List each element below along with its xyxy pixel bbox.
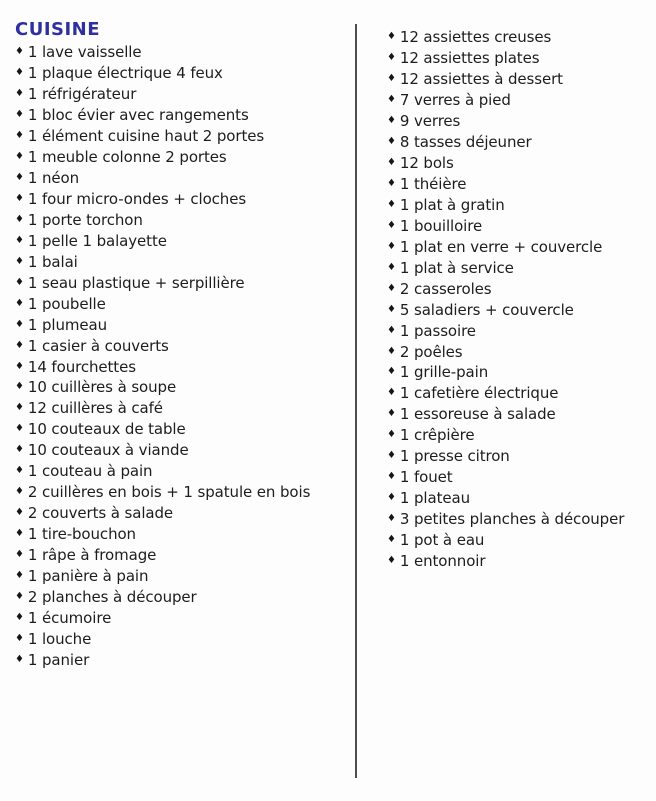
bullet-diamond-icon: ♦ xyxy=(15,255,24,267)
list-item xyxy=(15,105,350,126)
bullet-diamond-icon: ♦ xyxy=(387,366,396,378)
left-item-list xyxy=(15,42,350,670)
bullet-diamond-icon: ♦ xyxy=(387,282,396,294)
bullet-diamond-icon: ♦ xyxy=(15,548,24,560)
item-label: 1 balai xyxy=(27,252,78,271)
item-label: 1 presse citron xyxy=(399,447,510,466)
item-label: 1 louche xyxy=(27,629,92,648)
list-item xyxy=(387,257,653,278)
list-item xyxy=(15,356,350,377)
bullet-diamond-icon: ♦ xyxy=(15,151,24,163)
item-label: 1 plat en verre + couvercle xyxy=(399,237,603,256)
list-item xyxy=(15,649,350,670)
item-label: 1 théière xyxy=(399,175,467,194)
bullet-diamond-icon: ♦ xyxy=(387,324,396,336)
bullet-diamond-icon: ♦ xyxy=(15,632,24,644)
list-item xyxy=(387,550,653,571)
bullet-diamond-icon: ♦ xyxy=(15,507,24,519)
list-item xyxy=(15,230,350,251)
item-label: 2 couverts à salade xyxy=(27,504,174,523)
item-label: 1 râpe à fromage xyxy=(27,545,157,564)
bullet-diamond-icon: ♦ xyxy=(387,387,396,399)
list-item xyxy=(15,482,350,503)
bullet-diamond-icon: ♦ xyxy=(387,73,396,85)
bullet-diamond-icon: ♦ xyxy=(15,193,24,205)
list-item xyxy=(387,467,653,488)
list-item xyxy=(387,215,653,236)
column-divider xyxy=(355,24,357,778)
item-label: 2 casseroles xyxy=(399,279,492,298)
list-item xyxy=(387,111,653,132)
bullet-diamond-icon: ♦ xyxy=(15,46,24,58)
bullet-diamond-icon: ♦ xyxy=(387,303,396,315)
bullet-diamond-icon: ♦ xyxy=(15,423,24,435)
list-item xyxy=(15,586,350,607)
bullet-diamond-icon: ♦ xyxy=(15,276,24,288)
bullet-diamond-icon: ♦ xyxy=(15,590,24,602)
bullet-diamond-icon: ♦ xyxy=(15,213,24,225)
list-item xyxy=(387,362,653,383)
list-item xyxy=(387,278,653,299)
item-label: 1 panier xyxy=(27,650,90,669)
item-label: 3 petites planches à découper xyxy=(399,510,625,529)
item-label: 1 seau plastique + serpillière xyxy=(27,273,245,292)
bullet-diamond-icon: ♦ xyxy=(387,219,396,231)
item-label: 1 porte torchon xyxy=(27,210,143,229)
list-item xyxy=(387,132,653,153)
bullet-diamond-icon: ♦ xyxy=(387,429,396,441)
list-item xyxy=(15,565,350,586)
item-label: 12 cuillères à café xyxy=(27,399,163,418)
bullet-diamond-icon: ♦ xyxy=(15,130,24,142)
bullet-diamond-icon: ♦ xyxy=(15,402,24,414)
item-label: 1 pelle 1 balayette xyxy=(27,231,167,250)
bullet-diamond-icon: ♦ xyxy=(15,569,24,581)
list-item xyxy=(387,530,653,551)
item-label: 1 grille-pain xyxy=(399,363,489,382)
bullet-diamond-icon: ♦ xyxy=(15,318,24,330)
bullet-diamond-icon: ♦ xyxy=(15,297,24,309)
list-item xyxy=(15,398,350,419)
item-label: 10 couteaux de table xyxy=(27,420,186,439)
list-item xyxy=(387,153,653,174)
bullet-diamond-icon: ♦ xyxy=(387,240,396,252)
list-item xyxy=(15,503,350,524)
bullet-diamond-icon: ♦ xyxy=(387,198,396,210)
item-label: 1 entonnoir xyxy=(399,551,486,570)
list-item xyxy=(15,628,350,649)
item-label: 1 poubelle xyxy=(27,294,106,313)
list-item xyxy=(15,335,350,356)
item-label: 9 verres xyxy=(399,112,461,131)
item-label: 14 fourchettes xyxy=(27,357,136,376)
bullet-diamond-icon: ♦ xyxy=(15,109,24,121)
bullet-diamond-icon: ♦ xyxy=(15,444,24,456)
bullet-diamond-icon: ♦ xyxy=(387,450,396,462)
list-item xyxy=(15,42,350,63)
item-label: 10 couteaux à viande xyxy=(27,441,189,460)
list-item xyxy=(15,251,350,272)
bullet-diamond-icon: ♦ xyxy=(387,513,396,525)
item-label: 8 tasses déjeuner xyxy=(399,133,532,152)
list-item xyxy=(387,48,653,69)
item-label: 1 cafetière électrique xyxy=(399,384,559,403)
list-item xyxy=(387,320,653,341)
item-label: 1 bouilloire xyxy=(399,216,483,235)
item-label: 1 panière à pain xyxy=(27,566,149,585)
item-label: 2 cuillères en bois + 1 spatule en bois xyxy=(27,483,311,502)
bullet-diamond-icon: ♦ xyxy=(387,115,396,127)
list-item xyxy=(15,147,350,168)
item-label: 1 passoire xyxy=(399,321,476,340)
bullet-diamond-icon: ♦ xyxy=(387,533,396,545)
bullet-diamond-icon: ♦ xyxy=(15,67,24,79)
item-label: 1 écumoire xyxy=(27,608,112,627)
list-item xyxy=(387,299,653,320)
item-label: 12 assiettes creuses xyxy=(399,28,552,47)
list-item xyxy=(387,195,653,216)
item-label: 12 assiettes plates xyxy=(399,49,540,68)
list-item xyxy=(15,461,350,482)
bullet-diamond-icon: ♦ xyxy=(387,157,396,169)
list-item xyxy=(15,607,350,628)
list-item xyxy=(387,383,653,404)
item-label: 2 poêles xyxy=(399,342,463,361)
list-item xyxy=(15,168,350,189)
item-label: 1 fouet xyxy=(399,468,453,487)
item-label: 1 tire-bouchon xyxy=(27,525,136,544)
bullet-diamond-icon: ♦ xyxy=(387,31,396,43)
item-label: 5 saladiers + couvercle xyxy=(399,300,574,319)
list-item xyxy=(387,341,653,362)
item-label: 1 meuble colonne 2 portes xyxy=(27,148,227,167)
list-item xyxy=(387,69,653,90)
item-label: 1 plateau xyxy=(399,489,470,508)
bullet-diamond-icon: ♦ xyxy=(387,136,396,148)
bullet-diamond-icon: ♦ xyxy=(15,486,24,498)
list-item xyxy=(387,90,653,111)
list-item xyxy=(15,524,350,545)
left-column xyxy=(15,19,350,670)
list-item xyxy=(15,84,350,105)
item-label: 1 plat à gratin xyxy=(399,195,505,214)
bullet-diamond-icon: ♦ xyxy=(15,528,24,540)
item-label: 1 plumeau xyxy=(27,315,108,334)
list-item xyxy=(387,174,653,195)
item-label: 1 essoreuse à salade xyxy=(399,405,556,424)
list-item xyxy=(15,126,350,147)
list-item xyxy=(387,404,653,425)
bullet-diamond-icon: ♦ xyxy=(15,360,24,372)
list-item xyxy=(15,293,350,314)
right-column xyxy=(387,27,653,571)
item-label: 1 bloc évier avec rangements xyxy=(27,106,249,125)
list-item xyxy=(15,377,350,398)
bullet-diamond-icon: ♦ xyxy=(15,88,24,100)
bullet-diamond-icon: ♦ xyxy=(15,339,24,351)
item-label: 1 plaque électrique 4 feux xyxy=(27,64,223,83)
list-item xyxy=(387,446,653,467)
list-item xyxy=(15,440,350,461)
bullet-diamond-icon: ♦ xyxy=(15,381,24,393)
bullet-diamond-icon: ♦ xyxy=(387,492,396,504)
bullet-diamond-icon: ♦ xyxy=(15,611,24,623)
bullet-diamond-icon: ♦ xyxy=(387,178,396,190)
item-label: 1 plat à service xyxy=(399,258,514,277)
bullet-diamond-icon: ♦ xyxy=(387,345,396,357)
list-item xyxy=(15,419,350,440)
item-label: 2 planches à découper xyxy=(27,587,197,606)
item-label: 1 néon xyxy=(27,169,80,188)
right-item-list xyxy=(387,27,653,571)
list-item xyxy=(15,314,350,335)
item-label: 1 four micro-ondes + cloches xyxy=(27,190,247,209)
item-label: 1 pot à eau xyxy=(399,530,485,549)
item-label: 1 réfrigérateur xyxy=(27,85,137,104)
list-item xyxy=(15,545,350,566)
item-label: 12 assiettes à dessert xyxy=(399,70,563,89)
bullet-diamond-icon: ♦ xyxy=(15,465,24,477)
bullet-diamond-icon: ♦ xyxy=(15,172,24,184)
bullet-diamond-icon: ♦ xyxy=(387,554,396,566)
list-item xyxy=(387,425,653,446)
page-title: CUISINE xyxy=(15,19,101,40)
list-item xyxy=(15,210,350,231)
item-label: 1 crêpière xyxy=(399,426,475,445)
list-item xyxy=(15,63,350,84)
item-label: 12 bols xyxy=(399,154,454,173)
bullet-diamond-icon: ♦ xyxy=(387,408,396,420)
item-label: 1 couteau à pain xyxy=(27,462,153,481)
bullet-diamond-icon: ♦ xyxy=(387,261,396,273)
item-label: 1 élément cuisine haut 2 portes xyxy=(27,127,265,146)
list-item xyxy=(387,488,653,509)
list-item xyxy=(15,272,350,293)
bullet-diamond-icon: ♦ xyxy=(387,52,396,64)
item-label: 10 cuillères à soupe xyxy=(27,378,177,397)
bullet-diamond-icon: ♦ xyxy=(15,234,24,246)
list-item xyxy=(15,189,350,210)
bullet-diamond-icon: ♦ xyxy=(15,653,24,665)
item-label: 1 casier à couverts xyxy=(27,336,169,355)
bullet-diamond-icon: ♦ xyxy=(387,471,396,483)
item-label: 1 lave vaisselle xyxy=(27,43,142,62)
list-item xyxy=(387,509,653,530)
list-item xyxy=(387,27,653,48)
item-label: 7 verres à pied xyxy=(399,91,511,110)
bullet-diamond-icon: ♦ xyxy=(387,94,396,106)
list-item xyxy=(387,236,653,257)
